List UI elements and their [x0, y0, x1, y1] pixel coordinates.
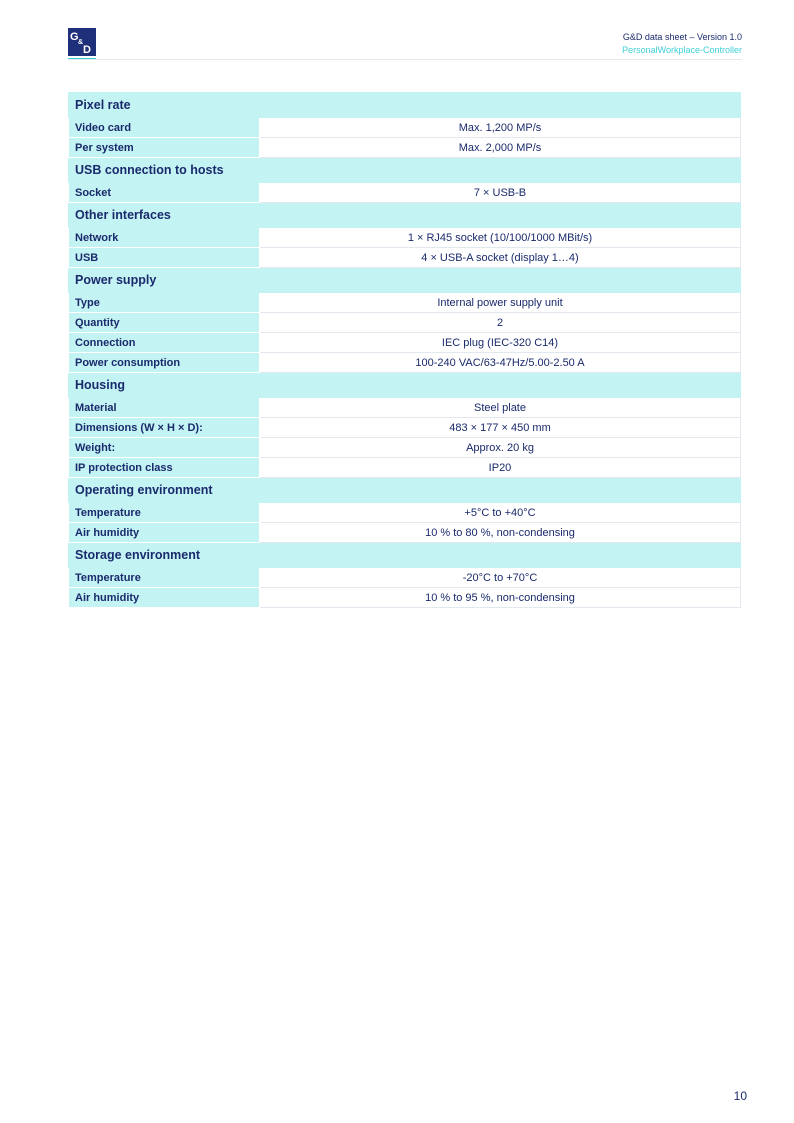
- spec-table: [68, 92, 741, 608]
- svg-text:D: D: [83, 44, 91, 56]
- section-header-row: [69, 203, 741, 228]
- spec-value: 483 × 177 × 450 mm: [260, 418, 741, 438]
- spec-label: Type: [69, 293, 260, 313]
- spec-value: 100-240 VAC/63-47Hz/5.00-2.50 A: [260, 353, 741, 373]
- spec-value: -20°C to +70°C: [260, 568, 741, 588]
- spec-value: 4 × USB-A socket (display 1…4): [260, 248, 741, 268]
- spec-label: Power consumption: [69, 353, 260, 373]
- spec-label: USB: [69, 248, 260, 268]
- section-title: Operating environment: [69, 478, 741, 503]
- spec-label: Material: [69, 398, 260, 418]
- spec-value: Steel plate: [260, 398, 741, 418]
- spec-value: IEC plug (IEC-320 C14): [260, 333, 741, 353]
- spec-value: 1 × RJ45 socket (10/100/1000 MBit/s): [260, 228, 741, 248]
- section-header-row: [69, 543, 741, 568]
- spec-value: Approx. 20 kg: [260, 438, 741, 458]
- spec-row: [69, 398, 741, 418]
- spec-label: Socket: [69, 183, 260, 203]
- spec-value: Max. 1,200 MP/s: [260, 118, 741, 138]
- section-title: Power supply: [69, 268, 741, 293]
- section-title: USB connection to hosts: [69, 158, 741, 183]
- spec-row: [69, 353, 741, 373]
- spec-row: [69, 138, 741, 158]
- section-header-row: [69, 373, 741, 398]
- spec-row: [69, 418, 741, 438]
- spec-value: 10 % to 80 %, non-condensing: [260, 523, 741, 543]
- spec-value: 7 × USB-B: [260, 183, 741, 203]
- spec-label: Network: [69, 228, 260, 248]
- section-header-row: [69, 93, 741, 118]
- spec-label: Air humidity: [69, 523, 260, 543]
- section-title: Other interfaces: [69, 203, 741, 228]
- spec-row: [69, 228, 741, 248]
- spec-label: Per system: [69, 138, 260, 158]
- spec-label: IP protection class: [69, 458, 260, 478]
- svg-text:&: &: [78, 39, 84, 46]
- spec-row: [69, 248, 741, 268]
- spec-row: [69, 118, 741, 138]
- spec-row: [69, 568, 741, 588]
- spec-label: Air humidity: [69, 588, 260, 608]
- doc-subtitle: PersonalWorkplace-Controller: [622, 45, 742, 55]
- doc-title: G&D data sheet – Version 1.0: [622, 32, 742, 42]
- section-title: Storage environment: [69, 543, 741, 568]
- spec-value: 10 % to 95 %, non-condensing: [260, 588, 741, 608]
- spec-row: [69, 458, 741, 478]
- spec-value: 2: [260, 313, 741, 333]
- spec-label: Connection: [69, 333, 260, 353]
- spec-row: [69, 333, 741, 353]
- section-header-row: [69, 158, 741, 183]
- spec-value: +5°C to +40°C: [260, 503, 741, 523]
- spec-row: [69, 293, 741, 313]
- spec-label: Temperature: [69, 503, 260, 523]
- svg-text:G: G: [70, 31, 79, 43]
- header-divider: [68, 59, 742, 60]
- company-logo: [68, 28, 96, 56]
- document-header: [622, 31, 742, 57]
- spec-label: Quantity: [69, 313, 260, 333]
- spec-row: [69, 523, 741, 543]
- spec-row: [69, 438, 741, 458]
- section-title: Housing: [69, 373, 741, 398]
- spec-row: [69, 183, 741, 203]
- spec-value: IP20: [260, 458, 741, 478]
- spec-row: [69, 503, 741, 523]
- spec-label: Weight:: [69, 438, 260, 458]
- spec-label: Temperature: [69, 568, 260, 588]
- section-header-row: [69, 478, 741, 503]
- spec-row: [69, 588, 741, 608]
- spec-label: Video card: [69, 118, 260, 138]
- spec-row: [69, 313, 741, 333]
- section-header-row: [69, 268, 741, 293]
- spec-table-body: [69, 93, 741, 608]
- section-title: Pixel rate: [69, 93, 741, 118]
- page-number: 10: [733, 1089, 747, 1103]
- spec-value: Max. 2,000 MP/s: [260, 138, 741, 158]
- spec-label: Dimensions (W × H × D):: [69, 418, 260, 438]
- spec-value: Internal power supply unit: [260, 293, 741, 313]
